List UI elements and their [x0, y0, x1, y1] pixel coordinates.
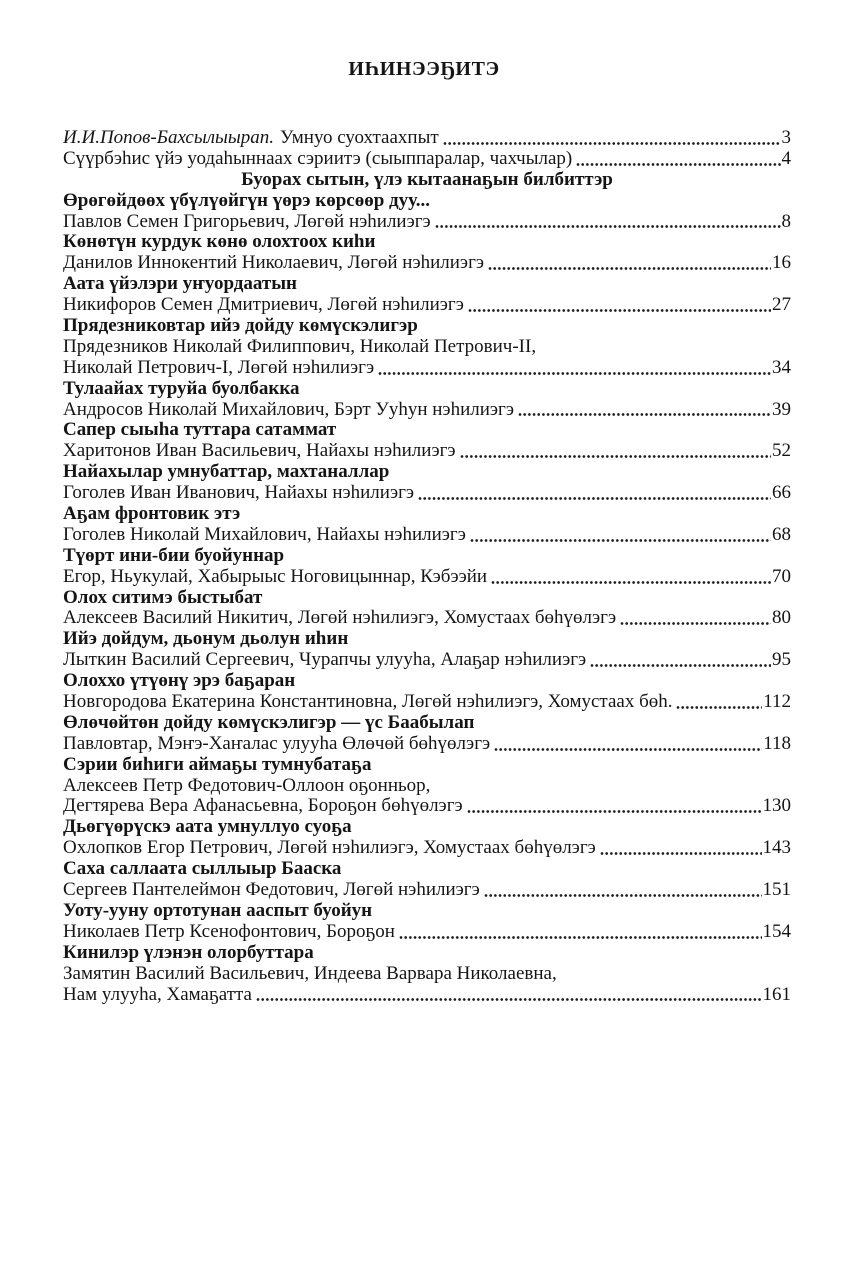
dot-leader: [460, 454, 771, 459]
toc-entry: [63, 734, 791, 755]
entry-text: Павлов Семен Григорьевич, Лөгөй нэһилиэгэ: [63, 211, 431, 232]
entry-author-italic: И.И.Попов-Бахсылыырап.: [63, 128, 274, 148]
page-number: 112: [763, 692, 791, 713]
toc-entry: [63, 441, 791, 462]
entry-text: Павловтар, Мэҥэ-Хаҥалас улууһа Өлөчөй бөһүөлэгэ: [63, 733, 491, 754]
dot-leader: [600, 851, 762, 856]
toc-entry: [63, 212, 791, 233]
toc-entry: [63, 608, 791, 629]
toc-topic-heading: Кинилэр үлэнэн олорбуттара: [63, 942, 314, 963]
toc-entry: [63, 400, 791, 421]
entry-text: Никифоров Семен Дмитриевич, Лөгөй нэһилиэгэ: [63, 295, 464, 316]
page-number: 151: [762, 880, 791, 901]
dot-leader: [399, 935, 762, 940]
toc-topic-heading: Саха саллаата сыллыыр Бааска: [63, 859, 342, 880]
toc-entry: [63, 692, 791, 713]
toc-topic-heading: Түөрт ини-бии буойуннар: [63, 545, 285, 566]
page-number: 95: [772, 650, 791, 671]
dot-leader: [620, 621, 771, 626]
dot-leader: [378, 371, 771, 376]
toc-entry-continuation: Алексеев Петр Федотович-Оллоон оҕонньор,: [63, 775, 431, 796]
entry-text: Алексеев Василий Никитич, Лөгөй нэһилиэгэ, Хомустаах бөһүөлэгэ: [63, 608, 617, 629]
toc-entry-continuation: Замятин Василий Васильевич, Индеева Варвара Николаевна,: [63, 963, 557, 984]
toc-entry: [63, 880, 791, 901]
dot-leader: [488, 266, 771, 271]
entry-text: Гоголев Николай Михайлович, Найахы нэһилиэгэ: [63, 524, 466, 545]
dot-leader: [491, 580, 771, 585]
dot-leader: [676, 705, 762, 710]
entry-text: Сүүрбэһис үйэ уодаһыннаах сэриитэ (сыыппаралар, чахчылар): [63, 148, 573, 169]
toc-entry: [63, 797, 791, 818]
toc-topic-heading: Уоту-ууну ортотунан ааспыт буойун: [63, 900, 373, 921]
toc-topic-heading: Олох ситимэ быстыбат: [63, 587, 263, 608]
page-number: 3: [781, 128, 791, 148]
page-number: 70: [772, 566, 791, 587]
page-number: 143: [762, 838, 791, 859]
toc-entry: [63, 650, 791, 671]
toc-entry-continuation: Прядезников Николай Филиппович, Николай Петрович-II,: [63, 336, 537, 357]
page-title: ИҺИНЭЭҔИТЭ: [348, 58, 500, 80]
toc-section-header: Буорах сытын, үлэ кытаанаҕын билбиттэр: [241, 169, 613, 190]
entry-text: Гоголев Иван Иванович, Найахы нэһилиэгэ: [63, 483, 415, 504]
entry-text: Умнуо суохтаахпыт: [279, 128, 439, 148]
entry-text: Егор, Ньукулай, Хабырыыс Ноговицыннар, Кэбээйи: [63, 566, 488, 587]
dot-leader: [484, 893, 762, 898]
entry-text: Харитонов Иван Васильевич, Найахы нэһилиэгэ: [63, 441, 456, 462]
page-number: 154: [762, 921, 791, 942]
toc-topic-heading: Сапер сыыһа туттара сатаммат: [63, 420, 337, 441]
toc-entry: [63, 922, 791, 943]
page-number: 52: [772, 441, 791, 462]
entry-text: Дегтярева Вера Афанасьевна, Бороҕон бөһүөлэгэ: [63, 796, 463, 817]
entry-text: Николай Петрович-I, Лөгөй нэһилиэгэ: [63, 357, 375, 378]
toc-entry: [63, 295, 791, 316]
toc-entry: [63, 985, 791, 1006]
toc-entry: [63, 567, 791, 588]
entry-text: Андросов Николай Михайлович, Бэрт Ууһун нэһилиэгэ: [63, 399, 514, 420]
toc-entry: [63, 128, 791, 149]
toc-topic-heading: Дьөгүөрүскэ аата умнуллуо суоҕа: [63, 817, 352, 838]
entry-text: Лыткин Василий Сергеевич, Чурапчы улууһа, Алаҕар нэһилиэгэ: [63, 650, 587, 671]
page-number: 130: [762, 796, 791, 817]
toc-topic-heading: Өлөчөйтөн дойду көмүскэлигэр — үс Баабылап: [63, 712, 475, 733]
page-number: 66: [772, 483, 791, 504]
entry-text: Данилов Иннокентий Николаевич, Лөгөй нэһилиэгэ: [63, 253, 485, 274]
toc-entry: [63, 253, 791, 274]
page-number: 118: [763, 733, 791, 754]
dot-leader: [470, 538, 771, 543]
dot-leader: [256, 997, 762, 1002]
page-number: 34: [772, 357, 791, 378]
dot-leader: [468, 308, 771, 313]
toc-topic-heading: Олоххо үтүөнү эрэ баҕаран: [63, 671, 296, 692]
page-number: 80: [772, 608, 791, 629]
toc-topic-heading: Аҕам фронтовик этэ: [63, 504, 241, 525]
dot-leader: [576, 162, 780, 167]
toc-topic-heading: Көнөтүн курдук көнө олохтоох киһи: [63, 232, 376, 253]
toc-topic-heading: Сэрии биһиги аймаҕы тумнубатаҕа: [63, 754, 372, 775]
dot-leader: [494, 747, 762, 752]
toc-topic-heading: Прядезниковтар ийэ дойду көмүскэлигэр: [63, 316, 418, 336]
entry-text: Охлопков Егор Петрович, Лөгөй нэһилиэгэ, Хомустаах бөһүөлэгэ: [63, 838, 596, 859]
dot-leader: [418, 496, 771, 501]
page-number: 8: [781, 211, 791, 232]
toc-topic-heading: Аата үйэлэри уҥуордаатын: [63, 274, 297, 295]
page-number: 27: [772, 295, 791, 316]
toc-topic-heading: Өрөгөйдөөх үбүлүөйгүн үөрэ көрсөөр дуу...: [63, 190, 430, 211]
entry-text: Новгородова Екатерина Константиновна, Лөгөй нэһилиэгэ, Хомустаах бөһ.: [63, 692, 673, 713]
page-number: 161: [762, 984, 791, 1005]
toc-topic-heading: Ийэ дойдум, дьонум дьолун иһин: [63, 629, 349, 650]
dot-leader: [518, 412, 771, 417]
page-number: 16: [772, 253, 791, 274]
toc-entry: [63, 838, 791, 859]
toc-entry: [63, 358, 791, 379]
dot-leader: [443, 141, 781, 146]
dot-leader: [435, 224, 781, 229]
toc-list: [63, 128, 791, 1005]
entry-text: Николаев Петр Ксенофонтович, Бороҕон: [63, 921, 395, 942]
page-number: 4: [781, 148, 791, 169]
toc-topic-heading: Тулаайах туруйа буолбакка: [63, 378, 300, 399]
toc-entry: [63, 483, 791, 504]
toc-entry: [63, 525, 791, 546]
entry-text: Нам улууһа, Хамаҕатта: [63, 984, 252, 1005]
dot-leader: [590, 663, 771, 668]
page-number: 39: [772, 399, 791, 420]
toc-topic-heading: Найахылар умнубаттар, махтаналлар: [63, 462, 390, 483]
page-number: 68: [772, 524, 791, 545]
entry-text: Сергеев Пантелеймон Федотович, Лөгөй нэһилиэгэ: [63, 880, 480, 901]
toc-entry: [63, 149, 791, 170]
dot-leader: [467, 809, 762, 814]
